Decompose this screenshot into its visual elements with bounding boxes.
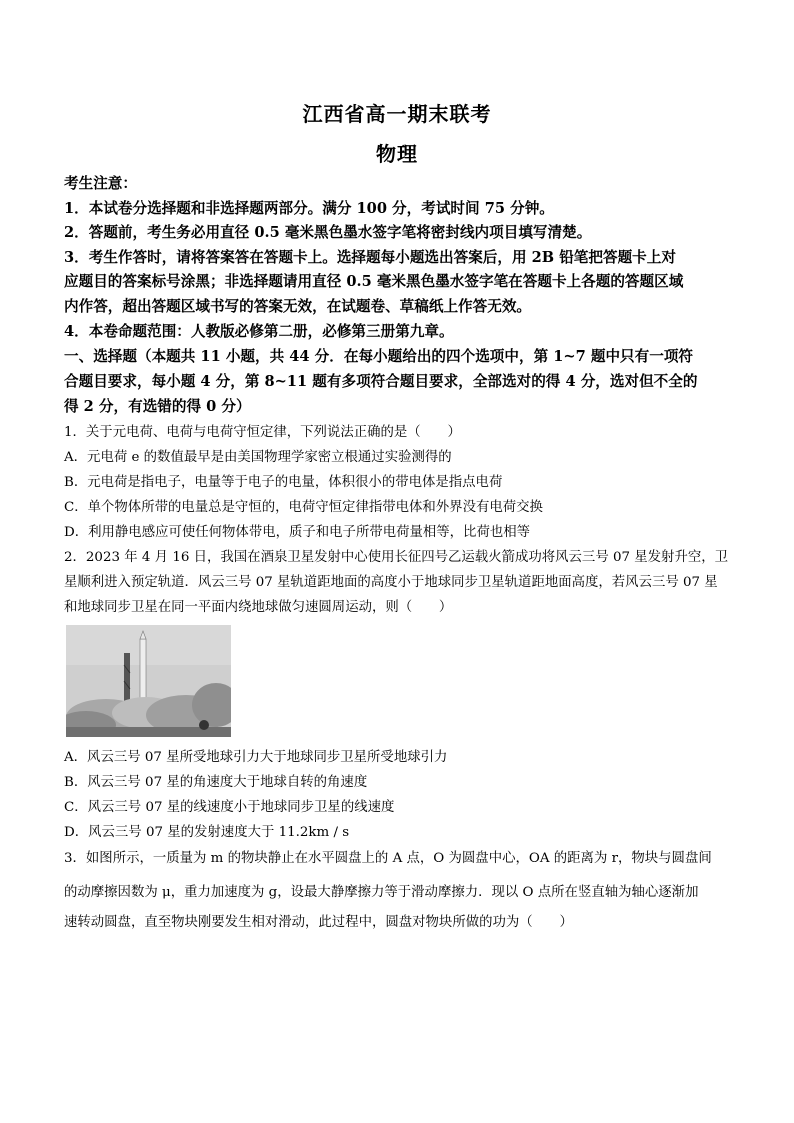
notice-item: 4．本卷命题范围：人教版必修第二册，必修第三册第九章。 xyxy=(64,323,454,340)
exam-subject: 物理 xyxy=(376,142,418,166)
question-2-option-c: C．风云三号 07 星的线速度小于地球同步卫星的线速度 xyxy=(64,800,395,815)
notice-item: 内作答，超出答题区域书写的答案无效，在试题卷、草稿纸上作答无效。 xyxy=(64,298,532,315)
section-heading: 合题目要求，每小题 4 分，第 8~11 题有多项符合题目要求，全部选对的得 4 分，选对但不全的 xyxy=(64,373,698,390)
section-heading: 一、选择题（本题共 11 小题，共 44 分．在每小题给出的四个选项中，第 1~7 题中只有一项符 xyxy=(64,348,694,365)
notice-item: 3．考生作答时，请将答案答在答题卡上。选择题每小题选出答案后，用 2B 铅笔把答题卡上对 xyxy=(64,249,676,266)
notice-item: 2．答题前，考生务必用直径 0.5 毫米黑色墨水签字笔将密封线内项目填写清楚。 xyxy=(64,224,592,241)
question-2-option-d: D．风云三号 07 星的发射速度大于 11.2km / s xyxy=(64,825,350,840)
question-3-stem: 3．如图所示，一质量为 m 的物块静止在水平圆盘上的 A 点，O 为圆盘中心，OA 的距离为 r，物块与圆盘间 xyxy=(64,851,712,866)
question-2-option-b: B．风云三号 07 星的角速度大于地球自转的角速度 xyxy=(64,775,368,790)
question-3-stem: 的动摩擦因数为 μ，重力加速度为 g，设最大静摩擦力等于滑动摩擦力．现以 O 点所在竖直轴为轴心逐渐加 xyxy=(64,885,699,900)
notice-item: 1．本试卷分选择题和非选择题两部分。满分 100 分，考试时间 75 分钟。 xyxy=(64,200,554,217)
question-1-stem: 1．关于元电荷、电荷与电荷守恒定律，下列说法正确的是（ ） xyxy=(64,425,461,440)
question-1-option-d: D．利用静电感应可使任何物体带电，质子和电子所带电荷量相等，比荷也相等 xyxy=(64,525,531,540)
question-1-option-a: A．元电荷 e 的数值最早是由美国物理学家密立根通过实验测得的 xyxy=(64,450,452,465)
notice-heading: 考生注意： xyxy=(64,175,137,192)
rocket-launch-photo xyxy=(66,625,231,737)
question-3-stem: 速转动圆盘，直至物块刚要发生相对滑动，此过程中，圆盘对物块所做的功为（ ） xyxy=(64,915,573,930)
question-2-stem: 星顺利进入预定轨道．风云三号 07 星轨道距地面的高度小于地球同步卫星轨道距地面高度，若风云三号 07 星 xyxy=(64,575,718,590)
question-1-option-b: B．元电荷是指电子，电量等于电子的电量，体积很小的带电体是指点电荷 xyxy=(64,475,503,490)
question-2-option-a: A．风云三号 07 星所受地球引力大于地球同步卫星所受地球引力 xyxy=(64,750,448,765)
section-heading: 得 2 分，有选错的得 0 分） xyxy=(64,398,251,415)
question-1-option-c: C．单个物体所带的电量总是守恒的，电荷守恒定律指带电体和外界没有电荷交换 xyxy=(64,500,543,515)
question-2-stem: 2．2023 年 4 月 16 日，我国在酒泉卫星发射中心使用长征四号乙运载火箭成功将风云三号 07 星发射升空，卫 xyxy=(64,550,729,565)
exam-title: 江西省高一期末联考 xyxy=(302,102,492,126)
notice-item: 应题目的答案标号涂黑；非选择题请用直径 0.5 毫米黑色墨水签字笔在答题卡上各题的答题区域 xyxy=(64,273,684,290)
question-2-stem: 和地球同步卫星在同一平面内绕地球做匀速圆周运动，则（ ） xyxy=(64,600,453,615)
